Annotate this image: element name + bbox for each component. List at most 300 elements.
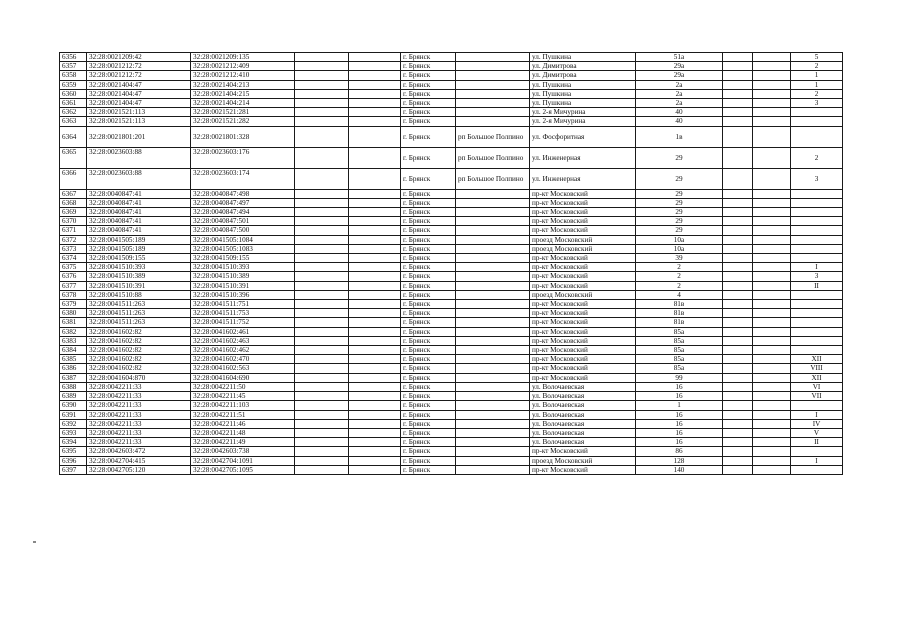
cell-col-blank-3 (723, 147, 753, 168)
cell-city: г. Брянск (401, 244, 456, 253)
cell-col-blank-4 (753, 428, 791, 437)
cell-parcel-number: 32:28:0021212:72 (87, 71, 191, 80)
cell-street: пр-кт Московский (530, 254, 636, 263)
cell-premise (791, 327, 843, 336)
cell-premise (791, 447, 843, 456)
cell-settlement: рп Большое Полпино (456, 126, 530, 147)
cell-house: 16 (636, 410, 723, 419)
cell-city: г. Брянск (401, 281, 456, 290)
cell-object-number: 32:28:0041511:751 (191, 300, 295, 309)
cell-premise: 1 (791, 71, 843, 80)
cell-col-blank-3 (723, 189, 753, 198)
cell-settlement (456, 281, 530, 290)
cell-object-number: 32:28:0023603:176 (191, 147, 295, 168)
cell-street: ул. Димитрова (530, 62, 636, 71)
cell-col-blank-3 (723, 392, 753, 401)
table-row (60, 392, 843, 401)
cell-settlement (456, 117, 530, 126)
cell-house: 85а (636, 364, 723, 373)
cell-col-blank-1 (295, 244, 349, 253)
cell-house: 128 (636, 456, 723, 465)
cell-premise (791, 189, 843, 198)
cell-col-blank-4 (753, 281, 791, 290)
cell-house: 140 (636, 465, 723, 474)
cell-premise (791, 208, 843, 217)
cell-object-number: 32:28:0041602:463 (191, 336, 295, 345)
cell-house: 85а (636, 327, 723, 336)
cell-street: пр-кт Московский (530, 281, 636, 290)
cell-premise (791, 300, 843, 309)
cell-parcel-number: 32:28:0041602:82 (87, 346, 191, 355)
cell-object-number: 32:28:0040847:497 (191, 198, 295, 207)
table-row (60, 465, 843, 474)
cell-row-number: 6382 (60, 327, 87, 336)
cell-col-blank-4 (753, 99, 791, 108)
cell-city: г. Брянск (401, 80, 456, 89)
cell-col-blank-4 (753, 290, 791, 299)
cell-col-blank-1 (295, 189, 349, 198)
cell-object-number: 32:28:0021404:214 (191, 99, 295, 108)
cell-parcel-number: 32:28:0041505:189 (87, 244, 191, 253)
cell-object-number: 32:28:0041510:389 (191, 272, 295, 281)
cell-parcel-number: 32:28:0041604:870 (87, 373, 191, 382)
table-row (60, 355, 843, 364)
cell-city: г. Брянск (401, 382, 456, 391)
cell-parcel-number: 32:28:0041510:88 (87, 290, 191, 299)
cell-settlement (456, 254, 530, 263)
cell-col-blank-2 (349, 53, 401, 62)
cell-col-blank-3 (723, 373, 753, 382)
cell-parcel-number: 32:28:0021404:47 (87, 89, 191, 98)
cell-col-blank-3 (723, 336, 753, 345)
cell-city: г. Брянск (401, 126, 456, 147)
cell-premise (791, 318, 843, 327)
cell-col-blank-1 (295, 263, 349, 272)
cell-parcel-number: 32:28:0042211:33 (87, 428, 191, 437)
cell-parcel-number: 32:28:0041511:263 (87, 318, 191, 327)
cell-city: г. Брянск (401, 254, 456, 263)
cell-col-blank-1 (295, 327, 349, 336)
cell-settlement (456, 89, 530, 98)
cell-house: 16 (636, 392, 723, 401)
cell-house: 1в (636, 126, 723, 147)
cell-parcel-number: 32:28:0042603:472 (87, 447, 191, 456)
cell-col-blank-4 (753, 117, 791, 126)
cell-street: пр-кт Московский (530, 226, 636, 235)
cell-col-blank-4 (753, 346, 791, 355)
cell-city: г. Брянск (401, 89, 456, 98)
cell-row-number: 6375 (60, 263, 87, 272)
cell-col-blank-1 (295, 382, 349, 391)
cell-col-blank-2 (349, 410, 401, 419)
cell-city: г. Брянск (401, 300, 456, 309)
cell-street: ул. Пушкина (530, 99, 636, 108)
cell-col-blank-1 (295, 226, 349, 235)
cell-col-blank-4 (753, 71, 791, 80)
cell-premise: 2 (791, 147, 843, 168)
cell-row-number: 6359 (60, 80, 87, 89)
table-row (60, 168, 843, 189)
cell-col-blank-4 (753, 235, 791, 244)
cell-parcel-number: 32:28:0041602:82 (87, 327, 191, 336)
table-row (60, 99, 843, 108)
cell-col-blank-3 (723, 62, 753, 71)
cell-row-number: 6366 (60, 168, 87, 189)
cell-col-blank-2 (349, 465, 401, 474)
cell-parcel-number: 32:28:0042211:33 (87, 438, 191, 447)
cell-settlement (456, 318, 530, 327)
cell-col-blank-2 (349, 117, 401, 126)
cell-col-blank-1 (295, 108, 349, 117)
cell-row-number: 6387 (60, 373, 87, 382)
cell-col-blank-4 (753, 189, 791, 198)
cell-col-blank-2 (349, 226, 401, 235)
cell-street: ул. Волочаевская (530, 401, 636, 410)
cell-settlement (456, 410, 530, 419)
cell-street: пр-кт Московский (530, 318, 636, 327)
table-row (60, 410, 843, 419)
cell-street: ул. 2-я Мичурина (530, 117, 636, 126)
cell-city: г. Брянск (401, 346, 456, 355)
cell-house: 2 (636, 272, 723, 281)
cell-row-number: 6362 (60, 108, 87, 117)
cell-col-blank-1 (295, 318, 349, 327)
cell-object-number: 32:28:0042211:45 (191, 392, 295, 401)
cell-premise (791, 309, 843, 318)
cell-col-blank-2 (349, 71, 401, 80)
cell-city: г. Брянск (401, 263, 456, 272)
cell-street: проезд Московский (530, 456, 636, 465)
cell-city: г. Брянск (401, 99, 456, 108)
cell-street: ул. Пушкина (530, 89, 636, 98)
cell-object-number: 32:28:0042705:1095 (191, 465, 295, 474)
cell-premise (791, 401, 843, 410)
cell-object-number: 32:28:0041510:396 (191, 290, 295, 299)
register-table-body (60, 53, 843, 475)
cell-col-blank-1 (295, 117, 349, 126)
cell-col-blank-1 (295, 373, 349, 382)
table-row (60, 373, 843, 382)
cell-object-number: 32:28:0021521:281 (191, 108, 295, 117)
cell-city: г. Брянск (401, 226, 456, 235)
cell-city: г. Брянск (401, 147, 456, 168)
cell-street: пр-кт Московский (530, 364, 636, 373)
table-row (60, 327, 843, 336)
cell-object-number: 32:28:0021212:409 (191, 62, 295, 71)
cell-object-number: 32:28:0042704:1091 (191, 456, 295, 465)
cell-street: ул. Димитрова (530, 71, 636, 80)
cell-parcel-number: 32:28:0041510:391 (87, 281, 191, 290)
cell-premise: 3 (791, 272, 843, 281)
cell-premise (791, 198, 843, 207)
cell-col-blank-4 (753, 447, 791, 456)
table-row (60, 226, 843, 235)
cell-col-blank-4 (753, 465, 791, 474)
cell-settlement (456, 438, 530, 447)
cell-object-number: 32:28:0021801:328 (191, 126, 295, 147)
cell-object-number: 32:28:0041602:461 (191, 327, 295, 336)
cell-premise (791, 254, 843, 263)
cell-col-blank-2 (349, 438, 401, 447)
cell-object-number: 32:28:0042211:103 (191, 401, 295, 410)
cell-settlement (456, 198, 530, 207)
cell-settlement (456, 272, 530, 281)
cell-row-number: 6364 (60, 126, 87, 147)
cell-col-blank-1 (295, 208, 349, 217)
cell-premise: II (791, 281, 843, 290)
cell-row-number: 6393 (60, 428, 87, 437)
cell-premise (791, 290, 843, 299)
cell-row-number: 6392 (60, 419, 87, 428)
cell-city: г. Брянск (401, 401, 456, 410)
cell-settlement (456, 71, 530, 80)
cell-col-blank-1 (295, 62, 349, 71)
cell-col-blank-4 (753, 254, 791, 263)
cell-col-blank-4 (753, 456, 791, 465)
cell-col-blank-3 (723, 263, 753, 272)
cell-premise (791, 465, 843, 474)
cell-premise (791, 126, 843, 147)
cell-settlement (456, 189, 530, 198)
cell-col-blank-3 (723, 438, 753, 447)
cell-col-blank-4 (753, 300, 791, 309)
table-row (60, 263, 843, 272)
cell-parcel-number: 32:28:0042705:120 (87, 465, 191, 474)
cell-col-blank-4 (753, 410, 791, 419)
cell-premise (791, 244, 843, 253)
cell-col-blank-4 (753, 62, 791, 71)
table-row (60, 336, 843, 345)
cell-col-blank-3 (723, 456, 753, 465)
cell-row-number: 6372 (60, 235, 87, 244)
cell-row-number: 6385 (60, 355, 87, 364)
cell-col-blank-2 (349, 364, 401, 373)
cell-object-number: 32:28:0042211:49 (191, 438, 295, 447)
cell-col-blank-1 (295, 89, 349, 98)
cell-col-blank-3 (723, 410, 753, 419)
cell-parcel-number: 32:28:0021404:47 (87, 99, 191, 108)
cell-col-blank-2 (349, 300, 401, 309)
cell-street: ул. Волочаевская (530, 438, 636, 447)
cell-col-blank-4 (753, 392, 791, 401)
cell-street: ул. Волочаевская (530, 392, 636, 401)
table-row (60, 126, 843, 147)
cell-object-number: 32:28:0040847:500 (191, 226, 295, 235)
cell-parcel-number: 32:28:0041510:389 (87, 272, 191, 281)
cell-col-blank-2 (349, 62, 401, 71)
cell-row-number: 6376 (60, 272, 87, 281)
table-row (60, 108, 843, 117)
cell-house: 16 (636, 419, 723, 428)
cell-col-blank-3 (723, 346, 753, 355)
cell-col-blank-2 (349, 392, 401, 401)
cell-house: 81в (636, 318, 723, 327)
cell-row-number: 6386 (60, 364, 87, 373)
cell-col-blank-2 (349, 309, 401, 318)
cell-row-number: 6394 (60, 438, 87, 447)
cell-col-blank-3 (723, 208, 753, 217)
cell-premise: I (791, 263, 843, 272)
cell-settlement (456, 108, 530, 117)
cell-object-number: 32:28:0040847:501 (191, 217, 295, 226)
cell-street: ул. Пушкина (530, 80, 636, 89)
cell-city: г. Брянск (401, 428, 456, 437)
cell-premise (791, 117, 843, 126)
cell-premise (791, 235, 843, 244)
table-row (60, 290, 843, 299)
cell-house: 2а (636, 99, 723, 108)
cell-street: пр-кт Московский (530, 447, 636, 456)
cell-object-number: 32:28:0042211:46 (191, 419, 295, 428)
cell-parcel-number: 32:28:0040847:41 (87, 208, 191, 217)
table-row (60, 62, 843, 71)
cell-col-blank-4 (753, 53, 791, 62)
table-row (60, 382, 843, 391)
cell-col-blank-3 (723, 99, 753, 108)
cell-settlement (456, 290, 530, 299)
cell-object-number: 32:28:0041602:470 (191, 355, 295, 364)
cell-col-blank-3 (723, 198, 753, 207)
table-row (60, 272, 843, 281)
cell-settlement (456, 53, 530, 62)
cell-row-number: 6388 (60, 382, 87, 391)
cell-col-blank-3 (723, 309, 753, 318)
cell-premise (791, 226, 843, 235)
cell-settlement (456, 447, 530, 456)
cell-city: г. Брянск (401, 364, 456, 373)
cell-house: 2 (636, 281, 723, 290)
cell-col-blank-2 (349, 419, 401, 428)
cell-col-blank-1 (295, 401, 349, 410)
table-row (60, 447, 843, 456)
cell-col-blank-4 (753, 419, 791, 428)
cell-settlement: рп Большое Полпино (456, 147, 530, 168)
table-row (60, 53, 843, 62)
cell-row-number: 6358 (60, 71, 87, 80)
cell-row-number: 6380 (60, 309, 87, 318)
cell-street: пр-кт Московский (530, 465, 636, 474)
cell-col-blank-4 (753, 208, 791, 217)
cell-col-blank-1 (295, 419, 349, 428)
cell-col-blank-4 (753, 438, 791, 447)
cell-col-blank-3 (723, 382, 753, 391)
cell-col-blank-4 (753, 80, 791, 89)
cell-parcel-number: 32:28:0041509:155 (87, 254, 191, 263)
cell-row-number: 6373 (60, 244, 87, 253)
cell-col-blank-4 (753, 168, 791, 189)
cell-settlement (456, 309, 530, 318)
cell-col-blank-1 (295, 300, 349, 309)
cell-col-blank-3 (723, 80, 753, 89)
cell-object-number: 32:28:0041510:393 (191, 263, 295, 272)
cell-house: 85а (636, 355, 723, 364)
cell-col-blank-4 (753, 217, 791, 226)
table-row (60, 318, 843, 327)
cell-row-number: 6361 (60, 99, 87, 108)
cell-city: г. Брянск (401, 208, 456, 217)
cell-house: 99 (636, 373, 723, 382)
cell-house: 39 (636, 254, 723, 263)
cell-col-blank-3 (723, 254, 753, 263)
cell-row-number: 6370 (60, 217, 87, 226)
cell-row-number: 6365 (60, 147, 87, 168)
cell-row-number: 6381 (60, 318, 87, 327)
cell-col-blank-2 (349, 373, 401, 382)
cell-premise: 3 (791, 99, 843, 108)
cell-col-blank-2 (349, 147, 401, 168)
cell-city: г. Брянск (401, 272, 456, 281)
cell-street: пр-кт Московский (530, 373, 636, 382)
cell-house: 1 (636, 401, 723, 410)
cell-col-blank-2 (349, 263, 401, 272)
cell-settlement: рп Большое Полпино (456, 168, 530, 189)
cell-street: пр-кт Московский (530, 355, 636, 364)
cell-col-blank-2 (349, 208, 401, 217)
cell-city: г. Брянск (401, 419, 456, 428)
cell-settlement (456, 226, 530, 235)
cell-row-number: 6360 (60, 89, 87, 98)
cell-street: ул. Волочаевская (530, 419, 636, 428)
cell-premise: IV (791, 419, 843, 428)
cell-col-blank-2 (349, 327, 401, 336)
cell-premise: VIII (791, 364, 843, 373)
table-row (60, 364, 843, 373)
table-row (60, 208, 843, 217)
cell-house: 16 (636, 428, 723, 437)
cell-parcel-number: 32:28:0040847:41 (87, 198, 191, 207)
cell-row-number: 6369 (60, 208, 87, 217)
cell-parcel-number: 32:28:0040847:41 (87, 226, 191, 235)
table-row (60, 281, 843, 290)
cell-street: пр-кт Московский (530, 263, 636, 272)
cell-col-blank-3 (723, 89, 753, 98)
cell-city: г. Брянск (401, 373, 456, 382)
cell-col-blank-2 (349, 428, 401, 437)
cell-col-blank-1 (295, 392, 349, 401)
cell-col-blank-1 (295, 281, 349, 290)
cell-premise: XII (791, 373, 843, 382)
cell-col-blank-4 (753, 355, 791, 364)
table-row (60, 419, 843, 428)
cell-parcel-number: 32:28:0042211:33 (87, 410, 191, 419)
cell-city: г. Брянск (401, 168, 456, 189)
cell-col-blank-4 (753, 272, 791, 281)
cell-city: г. Брянск (401, 53, 456, 62)
cell-house: 81в (636, 300, 723, 309)
cell-col-blank-2 (349, 254, 401, 263)
cell-col-blank-3 (723, 168, 753, 189)
cell-settlement (456, 235, 530, 244)
cell-parcel-number: 32:28:0023603:88 (87, 168, 191, 189)
cell-object-number: 32:28:0021212:410 (191, 71, 295, 80)
cell-col-blank-2 (349, 290, 401, 299)
cell-house: 29 (636, 147, 723, 168)
cell-premise: VII (791, 392, 843, 401)
cell-street: ул. Волочаевская (530, 428, 636, 437)
cell-col-blank-3 (723, 401, 753, 410)
cell-col-blank-4 (753, 147, 791, 168)
cell-street: пр-кт Московский (530, 300, 636, 309)
table-row (60, 254, 843, 263)
cell-city: г. Брянск (401, 456, 456, 465)
register-table (59, 52, 843, 475)
cell-parcel-number: 32:28:0041602:82 (87, 355, 191, 364)
cell-col-blank-1 (295, 438, 349, 447)
cell-house: 29 (636, 208, 723, 217)
cell-premise: 2 (791, 62, 843, 71)
table-row (60, 217, 843, 226)
cell-city: г. Брянск (401, 309, 456, 318)
